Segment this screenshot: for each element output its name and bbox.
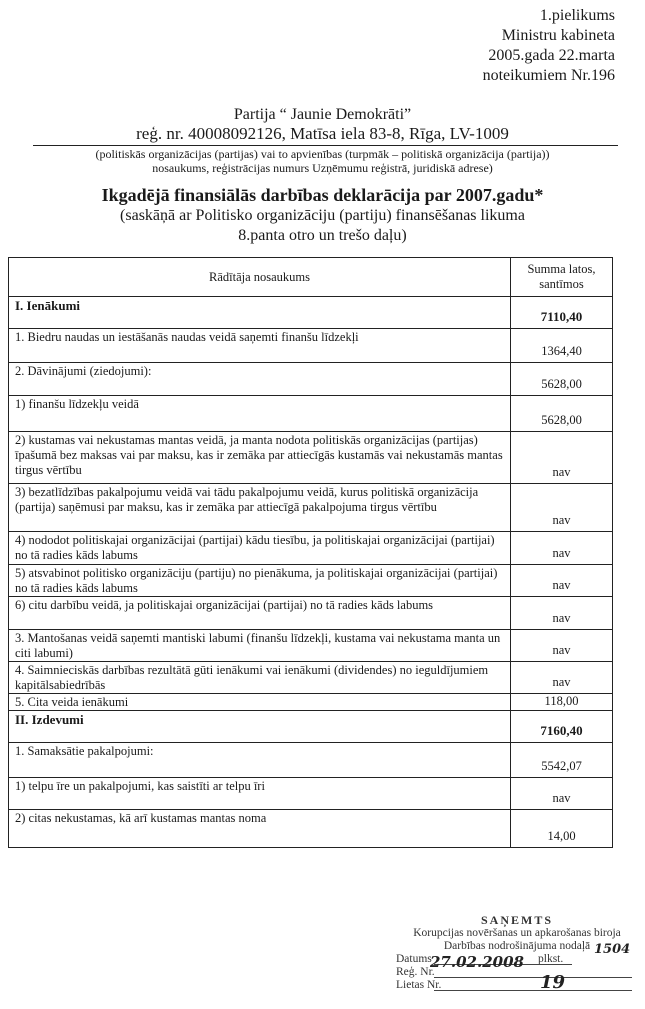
row-name: 3) bezatlīdzības pakalpojumu veidā vai tādu pakalpojumu veidā, kurus politiskā organizācija (partija) saņēmusi par maksu, kas ir zemāka par attiecīgā pakalpojuma tirgus vērtību — [9, 484, 511, 531]
annex-reference — [483, 6, 615, 86]
row-value: 5542,07 — [541, 759, 582, 773]
row-value: nav — [552, 611, 571, 625]
row-value: 7110,40 — [540, 309, 583, 324]
row-name: 1) finanšu līdzekļu veidā — [9, 396, 511, 431]
row-name: 4. Saimnieciskās darbības rezultātā gūti ienākumi vai ienākumi (dividendes) no ieguldījumiem kapitālsabiedrībās — [9, 662, 511, 693]
row-name: 5) atsvabinot politisko organizāciju (partiju) no pienākuma, ja politiskajai organizācijai (partijai) no tā radies kāds labums — [9, 565, 511, 596]
stamp-department: Darbības nodrošinājuma nodaļā — [443, 940, 591, 952]
table-row — [9, 742, 612, 777]
row-name: II. Izdevumi — [9, 711, 511, 742]
table-row — [9, 431, 612, 483]
table-row — [9, 693, 612, 710]
declaration-table — [8, 257, 613, 848]
table-row — [9, 809, 612, 847]
divider — [33, 145, 618, 146]
row-name: 2) kustamas vai nekustamas mantas veidā, ja manta nodota politiskās organizācijas (partijas) īpašumā bez maksas vai par maksu, kas ir zemāka par attiecīgās kustamās vai nekustamās mantas tirgus vērtību — [9, 432, 511, 483]
table-row — [9, 328, 612, 362]
stamp-title: SAŅEMTS — [480, 913, 553, 927]
table-row — [9, 362, 612, 395]
stamp-date-label: Datums — [396, 953, 432, 965]
table-row — [9, 777, 612, 809]
row-value: nav — [552, 643, 571, 657]
row-name: 3. Mantošanas veidā saņemti mantiski labumi (finanšu līdzekļi, kustama vai nekustama manta un citi labumi) — [9, 630, 511, 661]
row-value: nav — [552, 465, 571, 479]
row-name: 2) citas nekustamas, kā arī kustamas mantas noma — [9, 810, 511, 847]
row-value: 5628,00 — [541, 377, 582, 391]
table-row — [9, 296, 612, 328]
table-row — [9, 483, 612, 531]
row-name: 1) telpu īre un pakalpojumi, kas saistīti ar telpu īri — [9, 778, 511, 809]
row-name: 5. Cita veida ienākumi — [9, 694, 511, 710]
row-name: 2. Dāvinājumi (ziedojumi): — [9, 363, 511, 395]
party-registration: reģ. nr. 40008092126, Matīsa iela 83-8, Rīga, LV-1009 — [136, 124, 509, 143]
subtitle-line: (saskāņā ar Politisko organizāciju (partiju) finansēšanas likuma — [120, 207, 525, 224]
table-row — [9, 596, 612, 629]
row-value: nav — [552, 675, 571, 689]
annex-line: noteikumiem Nr.196 — [482, 67, 615, 84]
table-header — [9, 258, 612, 296]
table-row — [9, 661, 612, 693]
note-line: (politiskās organizācijas (partijas) vai to apvienības (turpmāk – politiskā organizācija (partija)) — [95, 147, 550, 161]
row-value: nav — [552, 513, 571, 527]
table-row — [9, 629, 612, 661]
annex-line: Ministru kabineta — [501, 27, 615, 44]
row-name: I. Ienākumi — [9, 297, 511, 328]
table-row — [9, 395, 612, 431]
row-value: nav — [552, 546, 571, 560]
party-name: Partija “ Jaunie Demokrāti” — [233, 106, 412, 123]
row-name: 1. Samaksātie pakalpojumi: — [9, 743, 511, 777]
stamp-reg-label: Reģ. Nr. — [396, 966, 435, 978]
table-row — [9, 564, 612, 596]
table-row — [9, 531, 612, 564]
declaration-subtitle — [0, 206, 645, 246]
row-value: 118,00 — [544, 694, 579, 708]
declaration-title: Ikgadējā finansiālās darbības deklarācija par 2007.gadu* — [101, 185, 544, 205]
stamp-case-field — [396, 979, 642, 992]
stamp-time-label: plkst. — [538, 953, 564, 965]
row-value: nav — [552, 578, 571, 592]
row-name: 6) citu darbību veidā, ja politiskajai organizācijai (partijai) no tā radies kāds labums — [9, 597, 511, 629]
header-sum: Summa latos, santīmos — [527, 262, 596, 291]
party-field-note — [0, 147, 645, 175]
row-name: 1. Biedru naudas un iestāšanās naudas veidā saņemti finanšu līdzekļi — [9, 329, 511, 362]
annex-line: 2005.gada 22.marta — [488, 47, 615, 64]
stamp-office: Korupcijas novēršanas un apkarošanas biroja — [413, 927, 621, 939]
table-row — [9, 710, 612, 742]
handwritten-reg-number: 19 — [540, 972, 566, 993]
annex-line: 1.pielikums — [539, 7, 615, 24]
stamp-case-label: Lietas Nr. — [396, 979, 442, 991]
row-name: 4) nododot politiskajai organizācijai (partijai) kādu tiesību, ja politiskajai organizācijai (partijai) no tā radies kāds labums — [9, 532, 511, 564]
row-value: 7160,40 — [540, 723, 583, 738]
row-value: 14,00 — [547, 829, 576, 843]
row-value: 1364,40 — [541, 344, 582, 358]
subtitle-line: 8.panta otro un trešo daļu) — [238, 227, 407, 244]
row-value: nav — [552, 791, 571, 805]
note-line: nosaukums, reģistrācijas numurs Uzņēmumu reģistrā, juridiskā adrese) — [152, 161, 493, 175]
row-value: 5628,00 — [541, 413, 582, 427]
handwritten-time: 1504 — [594, 942, 631, 957]
header-name: Rādītāja nosaukums — [9, 258, 511, 296]
handwritten-date: 27.02.2008 — [430, 953, 524, 971]
